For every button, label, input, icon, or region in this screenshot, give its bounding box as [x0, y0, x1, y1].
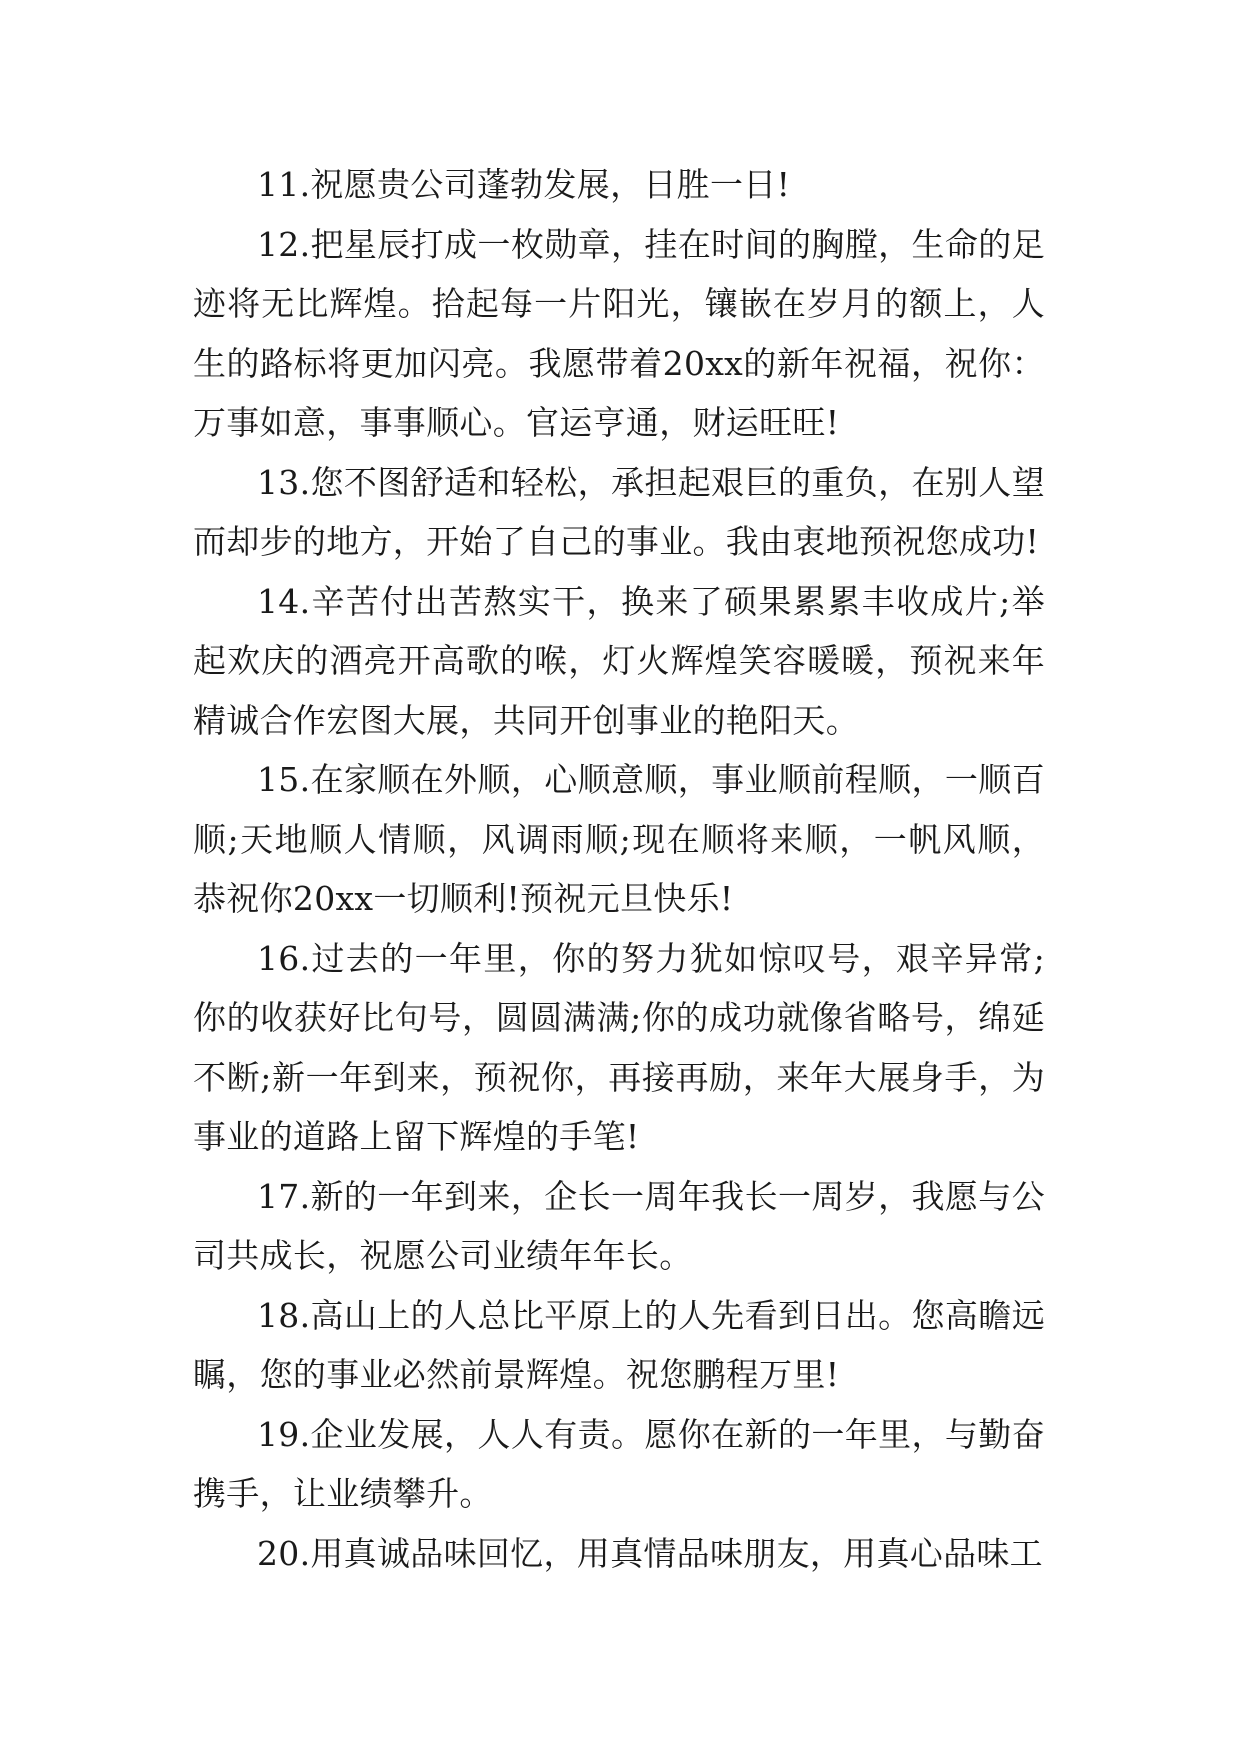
paragraph-12: 12.把星辰打成一枚勋章，挂在时间的胸膛，生命的足迹将无比辉煌。拾起每一片阳光，镶嵌在岁月的额上，人生的路标将更加闪亮。我愿带着20xx的新年祝福，祝你：万事如意，事事顺心。官运亨通，财运旺旺!: [193, 224, 1045, 442]
paragraph-19: 19.企业发展，人人有责。愿你在新的一年里，与勤奋携手，让业绩攀升。: [193, 1414, 1045, 1513]
paragraph-15: 15.在家顺在外顺，心顺意顺，事业顺前程顺，一顺百顺;天地顺人情顺，风调雨顺;现在顺将来顺，一帆风顺，恭祝你20xx一切顺利!预祝元旦快乐!: [193, 760, 1045, 918]
paragraph-18: 18.高山上的人总比平原上的人先看到日出。您高瞻远瞩，您的事业必然前景辉煌。祝您鹏程万里!: [193, 1295, 1045, 1394]
paragraph-17: 17.新的一年到来，企长一周年我长一周岁，我愿与公司共成长，祝愿公司业绩年年长。: [193, 1176, 1045, 1275]
document-body: [193, 155, 1045, 1583]
paragraph-11: 11.祝愿贵公司蓬勃发展，日胜一日!: [257, 165, 791, 204]
paragraph-14: 14.辛苦付出苦熬实干，换来了硕果累累丰收成片;举起欢庆的酒亮开高歌的喉，灯火辉煌笑容暖暖，预祝来年精诚合作宏图大展，共同开创事业的艳阳天。: [193, 581, 1045, 740]
paragraph-13: 13.您不图舒适和轻松，承担起艰巨的重负，在别人望而却步的地方，开始了自己的事业。我由衷地预祝您成功!: [193, 462, 1045, 561]
paragraph-20: 20.用真诚品味回忆，用真情品味朋友，用真心品味工: [257, 1533, 1043, 1573]
paragraph-16: 16.过去的一年里，你的努力犹如惊叹号，艰辛异常;你的收获好比句号，圆圆满满;你的成功就像省略号，绵延不断;新一年到来，预祝你，再接再励，来年大展身手，为事业的道路上留下辉煌的手笔!: [193, 938, 1045, 1156]
